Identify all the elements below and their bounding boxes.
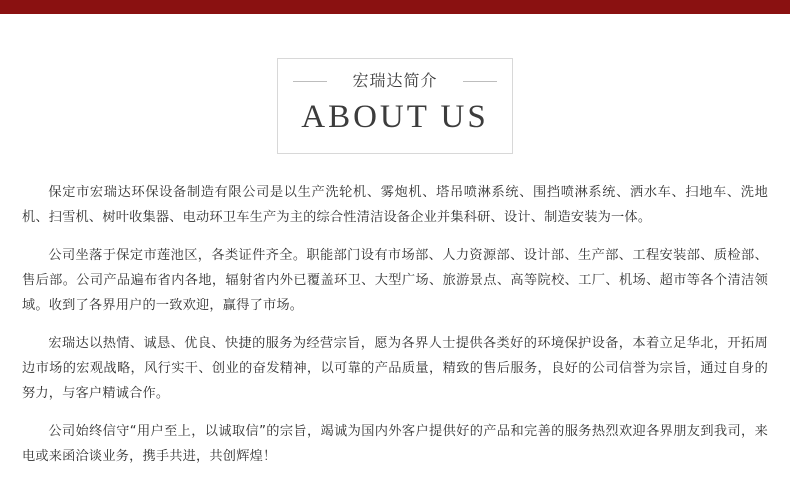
paragraph: 公司始终信守“用户至上，以诚取信”的宗旨，竭诚为国内外客户提供好的产品和完善的服务热烈欢迎各界朋友到我司，来电或来函洽谈业务，携手共进，共创辉煌！ <box>22 424 768 464</box>
page-title-en: ABOUT US <box>301 99 489 135</box>
title-frame <box>277 58 513 154</box>
paragraph: 宏瑞达以热情、诚恳、优良、快捷的服务为经营宗旨，愿为各界人士提供各类好的环境保护设备，本着立足华北，开拓周边市场的宏观战略，风行实干、创业的奋发精神，以可靠的产品质量，精致的售后服务，良好的公司信誉为宗旨，通过自身的努力，与客户精诚合作。 <box>22 336 768 401</box>
page-title-cn: 宏瑞达简介 <box>315 69 475 93</box>
top-accent-bar <box>0 0 790 14</box>
paragraph: 保定市宏瑞达环保设备制造有限公司是以生产洗轮机、雾炮机、塔吊喷淋系统、围挡喷淋系统、洒水车、扫地车、洗地机、扫雪机、树叶收集器、电动环卫车生产为主的综合性清洁设备企业并集科研、设计、制造安装为一体。 <box>22 185 768 225</box>
page-header <box>0 14 790 154</box>
about-body <box>0 154 790 469</box>
paragraph: 公司坐落于保定市莲池区，各类证件齐全。职能部门设有市场部、人力资源部、设计部、生产部、工程安装部、质检部、售后部。公司产品遍布省内各地，辐射省内外已覆盖环卫、大型广场、旅游景点、高等院校、工厂、机场、超市等各个清洁领域。收到了各界用户的一致欢迎，赢得了市场。 <box>22 248 768 313</box>
